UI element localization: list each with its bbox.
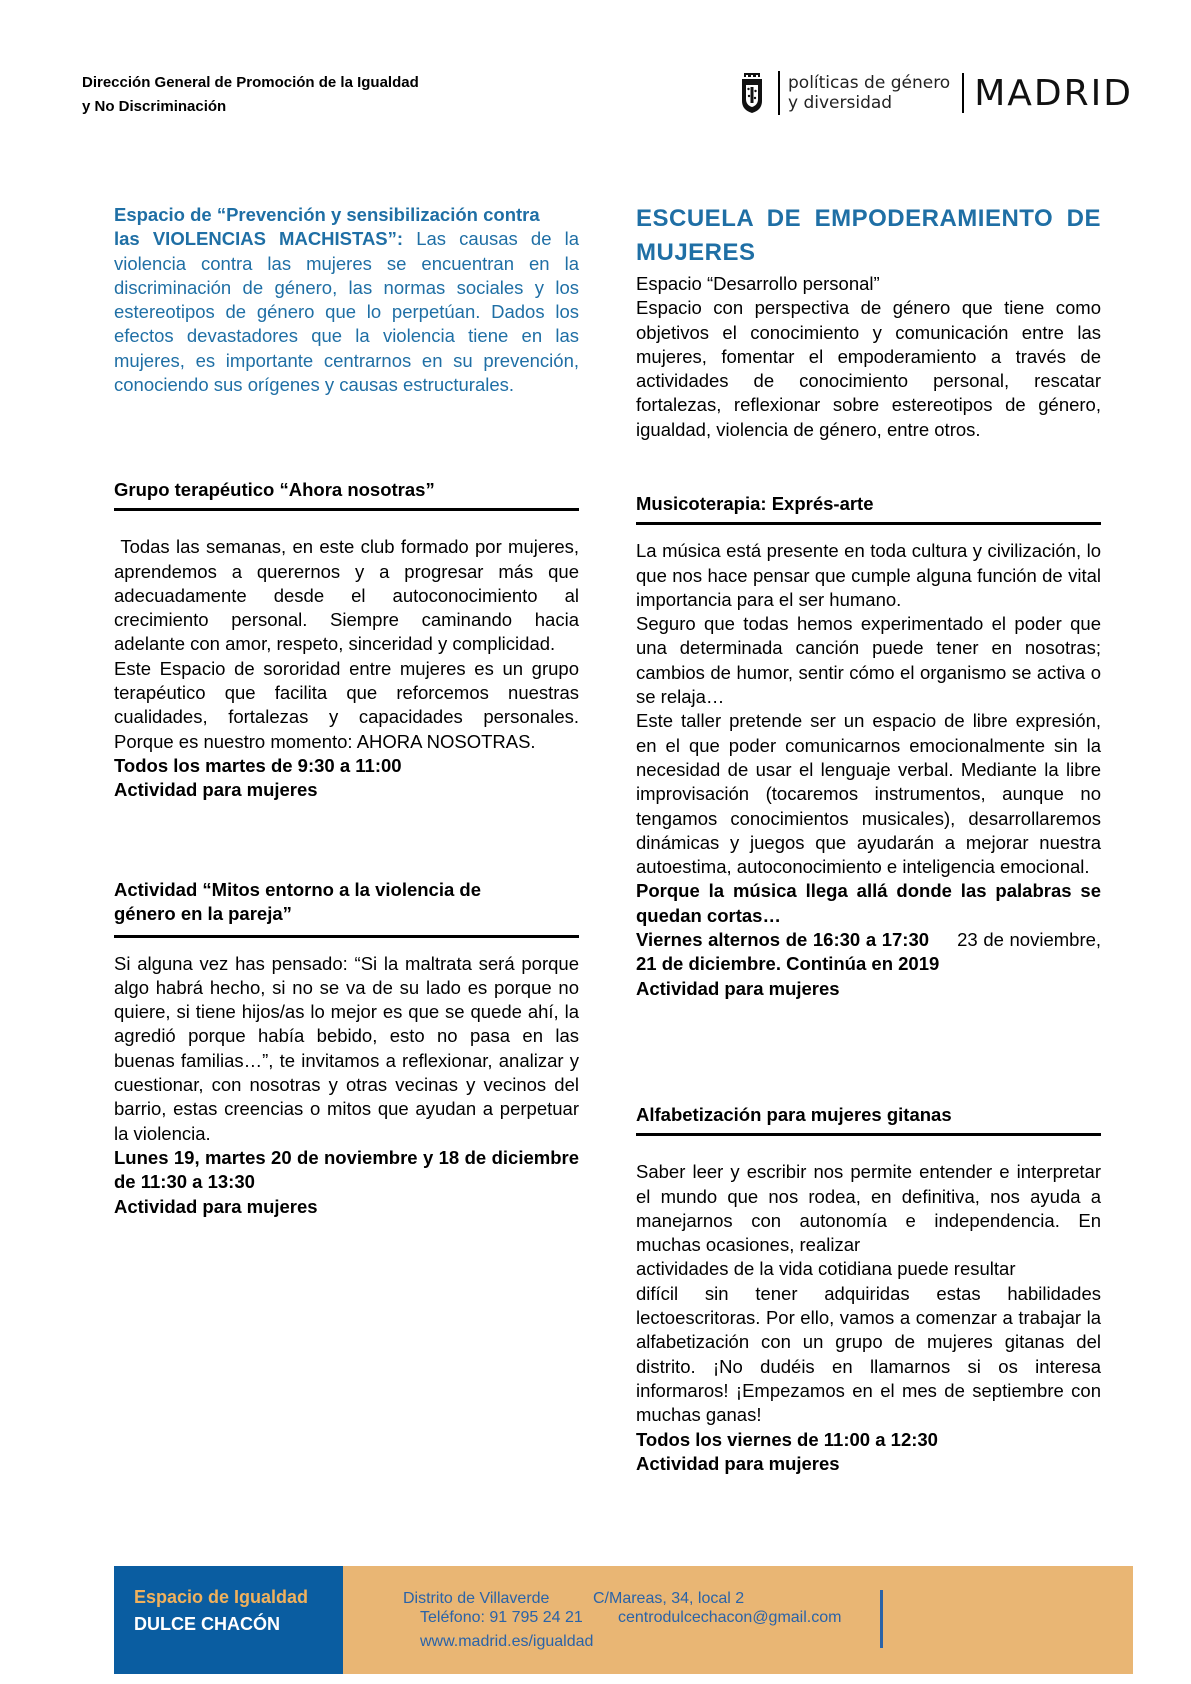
musicoterapia-paragraph-1: La música está presente en toda cultura y civilización, lo que nos hace pensar que cumple alguna función de vital importancia para el ser humano. [636,540,1101,610]
grupo-section [114,478,585,803]
madrid-crest-icon [740,73,764,113]
musicoterapia-schedule [636,928,1101,977]
musicoterapia-section [636,492,1101,1001]
mitos-heading [114,878,579,927]
alfabetizacion-heading: Alfabetización para mujeres gitanas [636,1104,952,1125]
escuela-body: Espacio con perspectiva de género que tiene como objetivos el conocimiento y comunicación entre las mujeres, fomentar el empoderamiento a través de actividades de conocimiento personal, rescatar fortalezas, reflexionar sobre estereotipos de género, igualdad, violencia de género, entre otros. [636,297,1101,440]
footer-phone[interactable]: Teléfono: 91 795 24 21 [420,1609,583,1626]
grupo-audience: Actividad para mujeres [114,779,318,801]
musicoterapia-heading: Musicoterapia: Exprés-arte [636,493,874,514]
prevention-title-line-1: Espacio de “Prevención y sensibilización contra [114,204,540,225]
logo-line-1: políticas de género [788,73,951,93]
alfabetizacion-section [636,1103,1101,1476]
department-line-1: Dirección General de Promoción de la Igualdad [82,74,419,91]
grupo-paragraph-2: Este Espacio de sororidad entre mujeres es un grupo terapéutico que facilita que reforcemos nuestras cualidades, fortalezas y capacidades personales. Porque es nuestro momento: AHORA NOSOTRAS. [114,657,579,752]
mitos-section [114,878,579,1219]
musicoterapia-divider [636,522,1101,525]
footer-label-line-2: DULCE CHACÓN [134,1614,280,1634]
grupo-schedule: Todos los martes de 9:30 a 11:00 [114,754,402,776]
logo-subtitle [788,73,950,113]
grupo-divider [114,508,579,511]
footer-label-line-1: Espacio de Igualdad [134,1587,309,1607]
alfabetizacion-schedule: Todos los viernes de 11:00 a 12:30 [636,1428,938,1450]
mitos-audience: Actividad para mujeres [114,1195,318,1217]
musicoterapia-quote: Porque la música llega allá donde las palabras se quedan cortas… [636,880,1101,926]
logo-divider-2 [962,73,964,113]
musicoterapia-schedule-dates: 23 de noviembre, [957,929,1102,951]
grupo-paragraph-1: Todas las semanas, en este club formado por mujeres, aprendemos a querernos y a progresar más que adecuadamente desde el autoconocimiento al crecimiento personal. Siempre caminando hacia adelante con amor, respeto, sinceridad y complicidad. [114,536,585,655]
madrid-logo [740,70,1133,116]
alfabetizacion-paragraph-1: Saber leer y escribir nos permite entender e interpretar el mundo que nos rodea, en definitiva, nos ayuda a manejarnos con autonomía e independencia. En muchas ocasiones, realizar [636,1161,1101,1256]
mitos-divider [114,935,579,938]
escuela-title: ESCUELA DE EMPODERAMIENTO DE MUJERES [636,205,1101,266]
logo-line-2: y diversidad [788,93,893,113]
mitos-heading-line-1: Actividad “Mitos entorno a la violencia de [114,879,481,900]
escuela-subtitle: Espacio “Desarrollo personal” [636,273,880,294]
musicoterapia-audience: Actividad para mujeres [636,977,840,999]
footer-email[interactable]: centrodulcechacon@gmail.com [618,1609,842,1626]
alfabetizacion-divider [636,1133,1101,1136]
musicoterapia-paragraph-2: Seguro que todas hemos experimentado el poder que una determinada canción puede tener en nosotras; cambios de humor, sentir cómo el organismo se activa o se relaja… [636,613,1101,708]
department-line-2: y No Discriminación [82,98,227,115]
prevention-body: Las causas de la violencia contra las mujeres se encuentran en la discriminación de género, las normas sociales y los estereotipos de género que lo perpetúan. Dados los efectos devastadores que la violencia tiene en las mujeres, es importante centrarnos en su prevención, conociendo sus orígenes y causas estructurales. [114,228,580,396]
grupo-heading: Grupo terapéutico “Ahora nosotras” [114,479,435,500]
footer-address: C/Mareas, 34, local 2 [593,1590,745,1607]
musicoterapia-schedule-continue: 21 de diciembre. Continúa en 2019 [636,953,940,975]
footer-website[interactable]: www.madrid.es/igualdad [420,1633,594,1650]
footer-divider [880,1590,883,1648]
logo-city: MADRID [974,72,1133,114]
department-name [82,71,419,119]
alfabetizacion-paragraph-1b: actividades de la vida cotidiana puede resultar [636,1258,1016,1280]
prevention-section [114,203,579,397]
mitos-body: Si alguna vez has pensado: “Si la maltrata será porque algo habrá hecho, si no se va de su lado es porque no quiere, si tiene hijos/as lo mejor es que se quede ahí, la agredió porque había bebido, esto no pasa en las buenas familias…”, te invitamos a reflexionar, analizar y cuestionar, con nosotras y otras vecinas y vecinos del barrio, estas creencias o mitos que ayudan a perpetuar la violencia. [114,952,579,1144]
footer [114,1566,1133,1674]
footer-district: Distrito de Villaverde [403,1590,550,1607]
prevention-text [114,203,579,397]
logo-divider [778,71,780,115]
alfabetizacion-paragraph-2: difícil sin tener adquiridas estas habilidades lectoescritoras. Por ello, vamos a comenzar a trabajar la alfabetización con un grupo de mujeres gitanas del distrito. ¡No dudéis en llamarnos si os interesa informaros! ¡Empezamos en el mes de septiembre con muchas ganas! [636,1282,1101,1426]
alfabetizacion-audience: Actividad para mujeres [636,1452,840,1474]
mitos-schedule: Lunes 19, martes 20 de noviembre y 18 de diciembre de 11:30 a 13:30 [114,1146,579,1193]
prevention-title-line-2: las VIOLENCIAS MACHISTAS”: [114,228,404,250]
mitos-heading-line-2: género en la pareja” [114,903,292,925]
escuela-section [636,202,1101,442]
musicoterapia-schedule-days: Viernes alternos de 16:30 a 17:30 [636,929,930,951]
musicoterapia-paragraph-3: Este taller pretende ser un espacio de libre expresión, en el que poder comunicarnos emocionalmente sin la necesidad de usar el lenguaje verbal. Mediante la libre improvisación (tocaremos instrumentos, aunque no tengamos conocimientos musicales), desarrollaremos dinámicas y juegos que ayudarán a mejorar nuestra autoestima, autoconocimiento e inteligencia emocional. [636,710,1101,878]
footer-brand-block [114,1566,343,1674]
